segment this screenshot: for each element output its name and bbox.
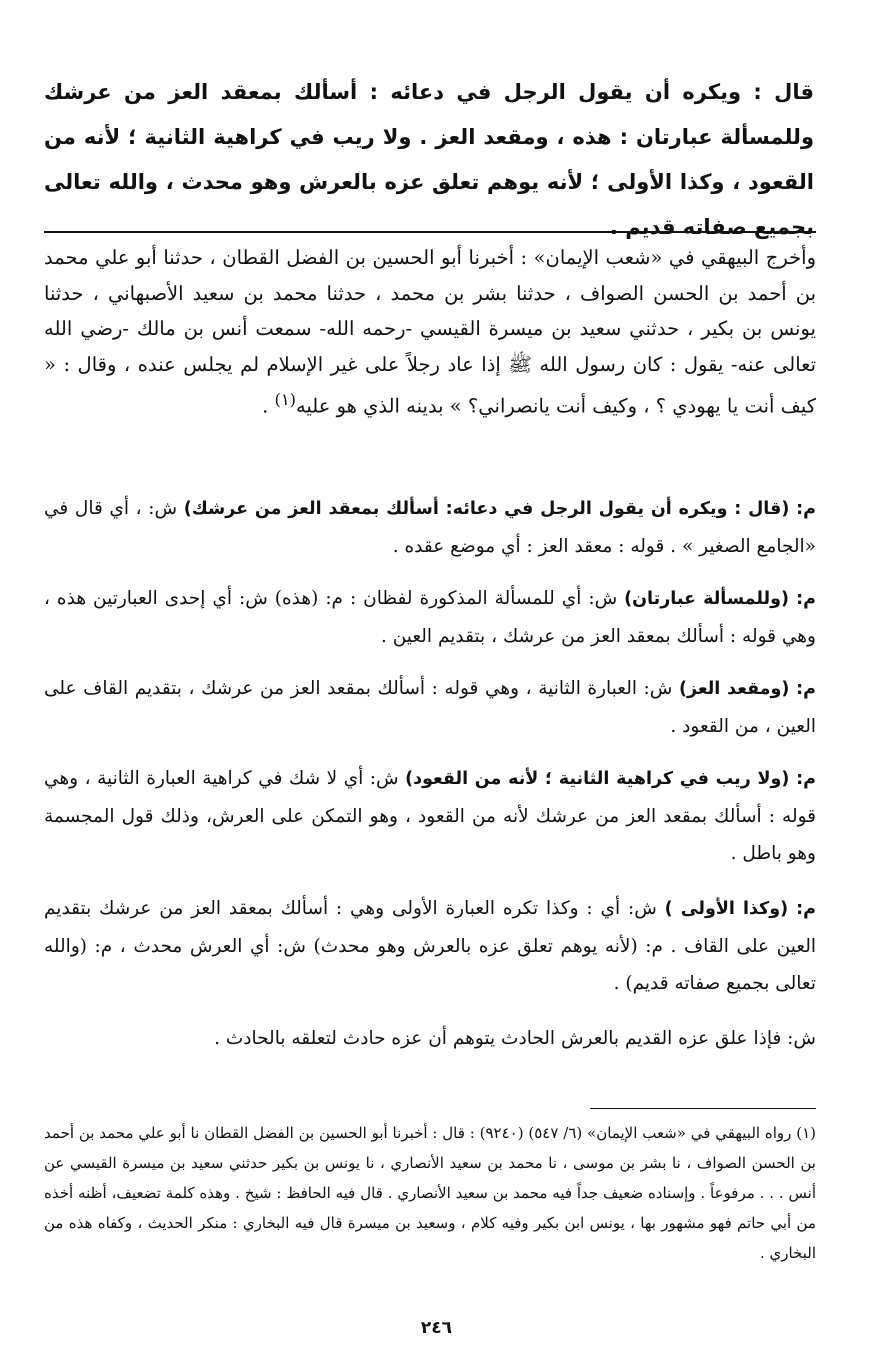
hadith-narration xyxy=(44,240,816,424)
commentary-quote: م: (ومقعد العز) xyxy=(678,679,816,699)
commentary-quote: م: (ولا ريب في كراهية الثانية ؛ لأنه من القعود) xyxy=(405,769,816,789)
commentary-quote: م: (قال : ويكره أن يقول الرجل في دعائه: أسألك بمعقد العز من عرشك) xyxy=(183,499,816,519)
commentary-text: ش: أي لا شك في كراهية العبارة الثانية ، وهي قوله : أسألك بمقعد العز من عرشك لأنه من القعود ، وهو التمكن على العرش، وذلك قول المجسمة وهو باطل . xyxy=(44,768,816,864)
commentary-quote: م: (وكذا الأولى ) xyxy=(664,899,816,919)
commentary-paragraph xyxy=(44,1020,816,1057)
commentary-text: ش: أي : وكذا تكره العبارة الأولى وهي : أسألك بمعقد العز من عرشك بتقديم العين على القاف . م: (لأنه يوهم تعلق عزه بالعرش وهو محدث) ش: أي العرش محدث ، م: (والله تعالى بجميع صفاته قديم) . xyxy=(44,898,816,994)
matn-paragraph: قال : ويكره أن يقول الرجل في دعائه : أسألك بمعقد العز من عرشك وللمسألة عبارتان : هذه ، ومقعد العز . ولا ريب في كراهية الثانية ؛ لأنه من القعود ، وكذا الأولى ؛ لأنه يوهم تعلق عزه بالعرش وهو محدث ، والله تعالى بجميع صفاته قديم . xyxy=(44,80,814,239)
commentary-paragraph xyxy=(44,890,816,1002)
footnote-divider xyxy=(590,1108,816,1109)
commentary-text: ش: ، أي قال في «الجامع الصغير » . قوله : معقد العز : أي موضع عقده . xyxy=(44,498,816,557)
hadith-end: . xyxy=(262,394,275,418)
commentary-paragraph xyxy=(44,580,816,655)
footnote xyxy=(44,1118,816,1268)
page-number: ٢٤٦ xyxy=(420,1318,453,1338)
commentary-text: ش: أي للمسألة المذكورة لفظان : م: (هذه) ش: أي إحدى العبارتين هذه ، وهي قوله : أسألك بمعقد العز من عرشك ، بتقديم العين . xyxy=(44,588,816,647)
footnote-text: (١) رواه البيهقي في «شعب الإيمان» (٦/ ٥٤٧) (٩٢٤٠) : قال : أخبرنا أبو الحسين بن الفضل القطان نا أبو علي محمد بن أحمد بن الحسن الصواف ، نا بشر بن موسى ، نا محمد بن سعيد الأنصاري ، نا يونس بن بكير حدثني سعيد بن ميسرة القيسي عن أنس . . . مرفوعاً . وإسناده ضعيف جداً فيه محمد بن سعيد الأنصاري . قال فيه الحافظ : شيخ . وهذه كلمة تضعيف، أظنه أخذه من أبي حاتم فهو مشهور بها ، يونس ابن بكير وفيه كلام ، وسعيد بن ميسرة قال فيه البخاري : منكر الحديث ، وكفاه هذه من البخاري . xyxy=(44,1124,817,1262)
commentary-text: ش: العبارة الثانية ، وهي قوله : أسألك بمقعد العز من عرشك ، بتقديم القاف على العين ، من القعود . xyxy=(44,678,816,737)
commentary-paragraph xyxy=(44,670,816,745)
commentary-paragraph xyxy=(44,490,816,565)
hadith-text: وأخرج البيهقي في «شعب الإيمان» : أخبرنا أبو الحسين بن الفضل القطان ، حدثنا أبو علي محمد بن أحمد بن الحسن الصواف ، حدثنا بشر بن محمد ، حدثنا محمد بن سعيد الأصبهاني ، حدثنا يونس بن بكير ، حدثني سعيد بن ميسرة القيسي -رحمه الله- سمعت أنس بن مالك -رضي الله تعالى عنه- يقول : كان رسول الله ﷺ إذا عاد رجلاً على غير الإسلام لم يجلس عنده ، وقال : « كيف أنت يا يهودي ؟ ، وكيف أنت يانصراني؟ » بدينه الذي هو عليه xyxy=(44,246,816,418)
section-divider xyxy=(44,231,816,233)
commentary-paragraph xyxy=(44,760,816,872)
commentary-quote: م: (وللمسألة عبارتان) xyxy=(624,589,816,609)
footnote-reference[interactable]: (١) xyxy=(274,390,296,409)
matn-text xyxy=(44,70,814,250)
commentary-text: ش: فإذا علق عزه القديم بالعرش الحادث يتوهم أن عزه حادث لتعلقه بالحادث . xyxy=(214,1028,816,1049)
